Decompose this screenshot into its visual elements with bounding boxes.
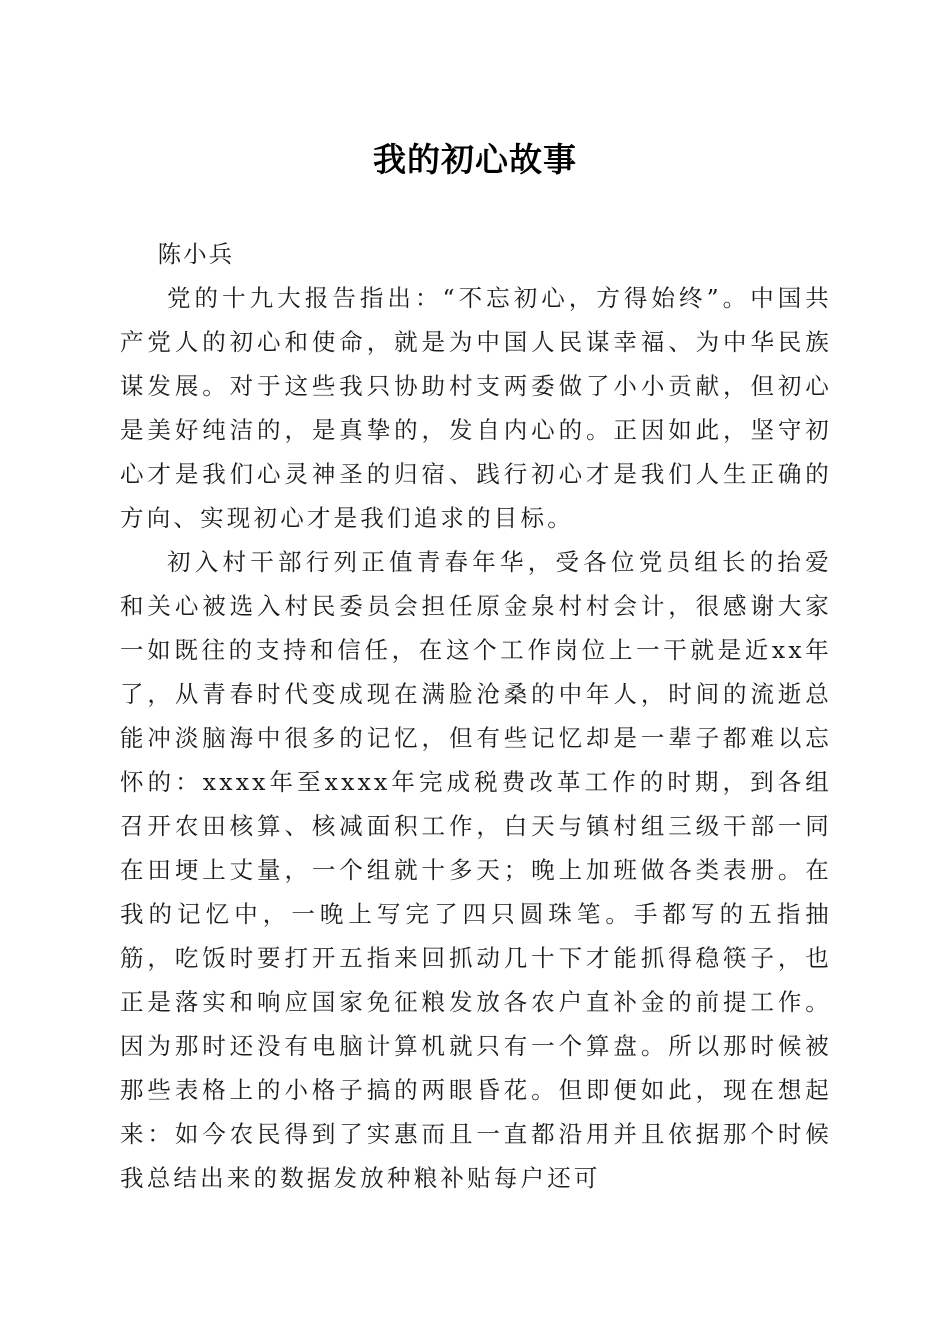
document-title: 我的初心故事 [373, 140, 577, 179]
paragraph-1: 党的十九大报告指出：“不忘初心，方得始终”。中国共产党人的初心和使命，就是为中国人民谋幸福、为中华民族谋发展。对于这些我只协助村支两委做了小小贡献，但初心是美好纯洁的，是真挚的，发自内心的。正因如此，坚守初心才是我们心灵神圣的归宿、践行初心才是我们人生正确的方向、实现初心才是我们追求的目标。 [120, 284, 832, 532]
paragraph-2: 初入村干部行列正值青春年华，受各位党员组长的抬爱和关心被选入村民委员会担任原金泉村村会计，很感谢大家一如既往的支持和信任，在这个工作岗位上一干就是近xx年了，从青春时代变成现在满脸沧桑的中年人，时间的流逝总能冲淡脑海中很多的记忆，但有些记忆却是一辈子都难以忘怀的：xxxx年至xxxx年完成税费改革工作的时期，到各组召开农田核算、核减面积工作，白天与镇村组三级干部一同在田埂上丈量，一个组就十多天；晚上加班做各类表册。在我的记忆中，一晚上写完了四只圆珠笔。手都写的五指抽筋，吃饭时要打开五指来回抓动几十下才能抓得稳筷子，也正是落实和响应国家免征粮发放各农户直补金的前提工作。因为那时还没有电脑计算机就只有一个算盘。所以那时候被那些表格上的小格子搞的两眼昏花。但即便如此，现在想起来：如今农民得到了实惠而且一直都沿用并且依据那个时候我总结出来的数据发放种粮补贴每户还可 [120, 548, 832, 1192]
author-name: 陈小兵 [157, 240, 235, 268]
document-body [120, 232, 832, 1200]
